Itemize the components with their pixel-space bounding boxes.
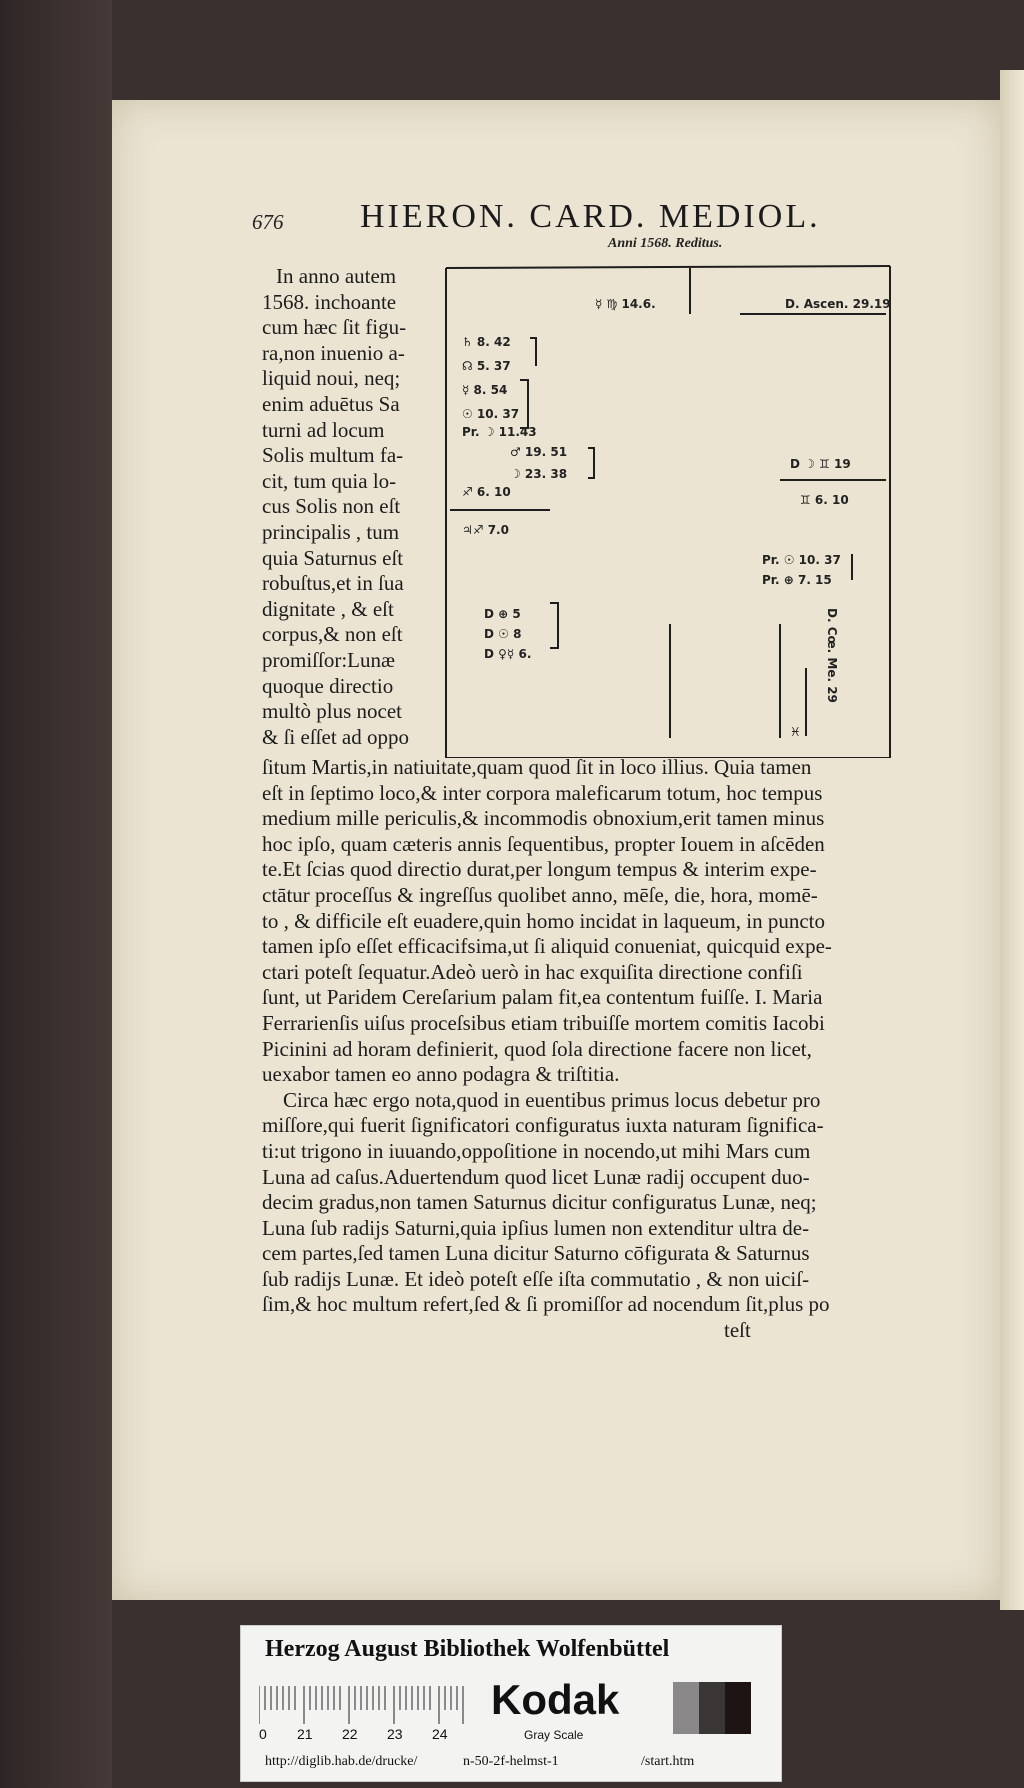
text-line: multò plus nocet (262, 699, 402, 724)
black-swatch (725, 1682, 751, 1734)
text-line: cus Solis non eſt (262, 494, 401, 519)
page-number: 676 (252, 210, 284, 234)
text-line: enim aduētus Sa (262, 391, 400, 416)
cell-label: ☿ ♍ 14.6. (595, 297, 656, 311)
text-line: liquid noui, neq; (262, 366, 401, 391)
text-line: Picinini ad horam definierit, quod ſola directione facere non licet, (262, 1036, 812, 1061)
horoscope-labels (440, 258, 900, 758)
text-line: cit, tum quia lo- (262, 468, 397, 493)
gray-scale-label: Gray Scale (524, 1728, 584, 1742)
text-line: turni ad locum (262, 417, 385, 442)
cell-label: ☊ 5. 37 (462, 359, 511, 373)
cell-label: D ♀☿ 6. (484, 647, 532, 661)
ruler-number: 0 (259, 1726, 267, 1742)
text-line: ti:ut trigono in iuuando,oppoſitione in nocendo,ut mihi Mars cum (262, 1138, 811, 1163)
text-line: miſſore,qui fuerit ſignificatori configuratus iuxta naturam ſignifica- (262, 1113, 824, 1138)
text-line: eſt in ſeptimo loco,& inter corpora maleficarum totum, hoc tempus (262, 780, 823, 805)
text-line: robuſtus,et in ſua (262, 571, 404, 596)
scale-ruler (259, 1686, 479, 1726)
footer-url-mid: n-50-2f-helmst-1 (463, 1754, 559, 1769)
footer-url-right: /start.htm (641, 1754, 695, 1769)
cell-label: Pr. ☉ 10. 37 (762, 553, 841, 567)
text-line: Ferrarienſis uiſus proceſsibus etiam tribuiſſe mortem comitis Iacobi (262, 1010, 825, 1035)
text-line: promiſſor:Lunæ (262, 647, 395, 672)
cell-label: ♊ 6. 10 (800, 493, 849, 507)
text-line: medium mille periculis,& incommodis obnoxium,erit tamen minus (262, 806, 825, 831)
text-line: tamen ipſo eſſet efficacifsima,ut ſi aliquid conueniat, quicquid expe- (262, 934, 832, 959)
cell-label: ♂ 19. 51 (510, 445, 568, 459)
text-line: ſim,& hoc multum refert,ſed & ſi promiſſor ad nocendum ſit,plus po (262, 1292, 830, 1317)
dark-gray-swatch (699, 1682, 725, 1734)
text-line: cem partes,ſed tamen Luna dicitur Saturno cōfigurata & Saturnus (262, 1241, 810, 1266)
text-line: Solis multum fa- (262, 443, 404, 468)
text-line: ſitum Martis,in natiuitate,quam quod ſit in loco illius. Quia tamen (262, 755, 812, 779)
cell-label: ☉ 10. 37 (462, 407, 520, 421)
text-line: & ſi eſſet ad oppo (262, 724, 409, 749)
cell-label: ♓ (790, 725, 801, 739)
cell-label: Pr. ☽ 11.43 (462, 425, 537, 439)
scan-background (0, 0, 112, 1788)
gray-swatch (673, 1682, 699, 1734)
body-text (262, 755, 922, 1344)
footer-url-left: http://diglib.hab.de/drucke/ (265, 1754, 418, 1769)
ruler-number: 21 (297, 1726, 313, 1742)
cell-label: Pr. ⊕ 7. 15 (762, 573, 832, 587)
library-footer (240, 1625, 782, 1782)
text-line: ctātur proceſſus & ingreſſus quolibet anno, mēſe, die, hora, momē- (262, 882, 818, 907)
cell-label: ☿ 8. 54 (462, 383, 508, 397)
cell-label: ♄ 8. 42 (462, 335, 511, 349)
ruler-number: 22 (342, 1726, 358, 1742)
text-line: dignitate , & eſt (262, 596, 394, 621)
running-head: HIERON. CARD. MEDIOL. (360, 198, 821, 235)
cell-label: D ☽ ♊ 19 (790, 457, 851, 471)
text-line: Circa hæc ergo nota,quod in euentibus primus locus debetur pro (262, 1087, 821, 1112)
cell-label: ☽ 23. 38 (510, 467, 568, 481)
text-line: quia Saturnus eſt (262, 545, 404, 570)
text-line: uexabor tamen eo anno podagra & triſtitia. (262, 1062, 620, 1087)
text-line: to , & difficile eſt euadere,quin homo incidat in laqueum, in puncto (262, 908, 825, 933)
text-line: ſub radijs Lunæ. Et ideò poteſt eſſe iſta commutatio , & non uiciſ- (262, 1266, 810, 1291)
cell-label: ♐ 6. 10 (462, 485, 511, 499)
library-name: Herzog August Bibliothek Wolfenbüttel (265, 1636, 670, 1662)
ruler-number: 23 (387, 1726, 403, 1742)
left-column-text (262, 264, 440, 750)
text-line: Luna ſub radijs Saturni,quia ipſius lumen non extenditur ultra de- (262, 1215, 810, 1240)
text-line: cum hæc ſit figu- (262, 315, 407, 340)
text-line: hoc ipſo, quam cæteris annis ſequentibus, propter Iouem in aſcēden (262, 831, 825, 856)
text-line: ſunt, ut Paridem Cereſarium palam fit,ea contentum fuiſſe. I. Maria (262, 985, 823, 1010)
ruler-number: 24 (432, 1726, 448, 1742)
cell-label: D ⊕ 5 (484, 607, 521, 621)
cell-label: D. Ascen. 29.19 (785, 297, 891, 311)
text-line: Luna ad caſus.Aduertendum quod licet Lunæ radij occupent duo- (262, 1164, 810, 1189)
text-line: 1568. inchoante (262, 289, 397, 314)
text-line: decim gradus,non tamen Saturnus dicitur configuratus Lunæ, neq; (262, 1190, 817, 1215)
chart-caption: Anni 1568. Reditus. (608, 236, 723, 251)
cell-label: ♃♐ 7.0 (462, 523, 509, 537)
cell-label: D ☉ 8 (484, 627, 522, 641)
text-line: teſt (262, 1318, 751, 1343)
kodak-logo: Kodak (491, 1676, 620, 1723)
text-line: te.Et ſcias quod directio durat,per longum tempus & interim expe- (262, 857, 817, 882)
text-line: principalis , tum (262, 519, 400, 544)
facing-page-edge (1000, 70, 1024, 1610)
horoscope-chart (440, 258, 900, 758)
text-line: corpus,& non eſt (262, 622, 403, 647)
text-line: ra,non inuenio a- (262, 340, 405, 365)
text-line: ctari poteſt ſequatur.Adeò uerò in hac exquiſita directione confiſi (262, 959, 803, 984)
text-line: quoque directio (262, 673, 394, 698)
cell-label: D. Cœ. Me. 29 (825, 608, 839, 703)
text-line: In anno autem (276, 264, 397, 288)
